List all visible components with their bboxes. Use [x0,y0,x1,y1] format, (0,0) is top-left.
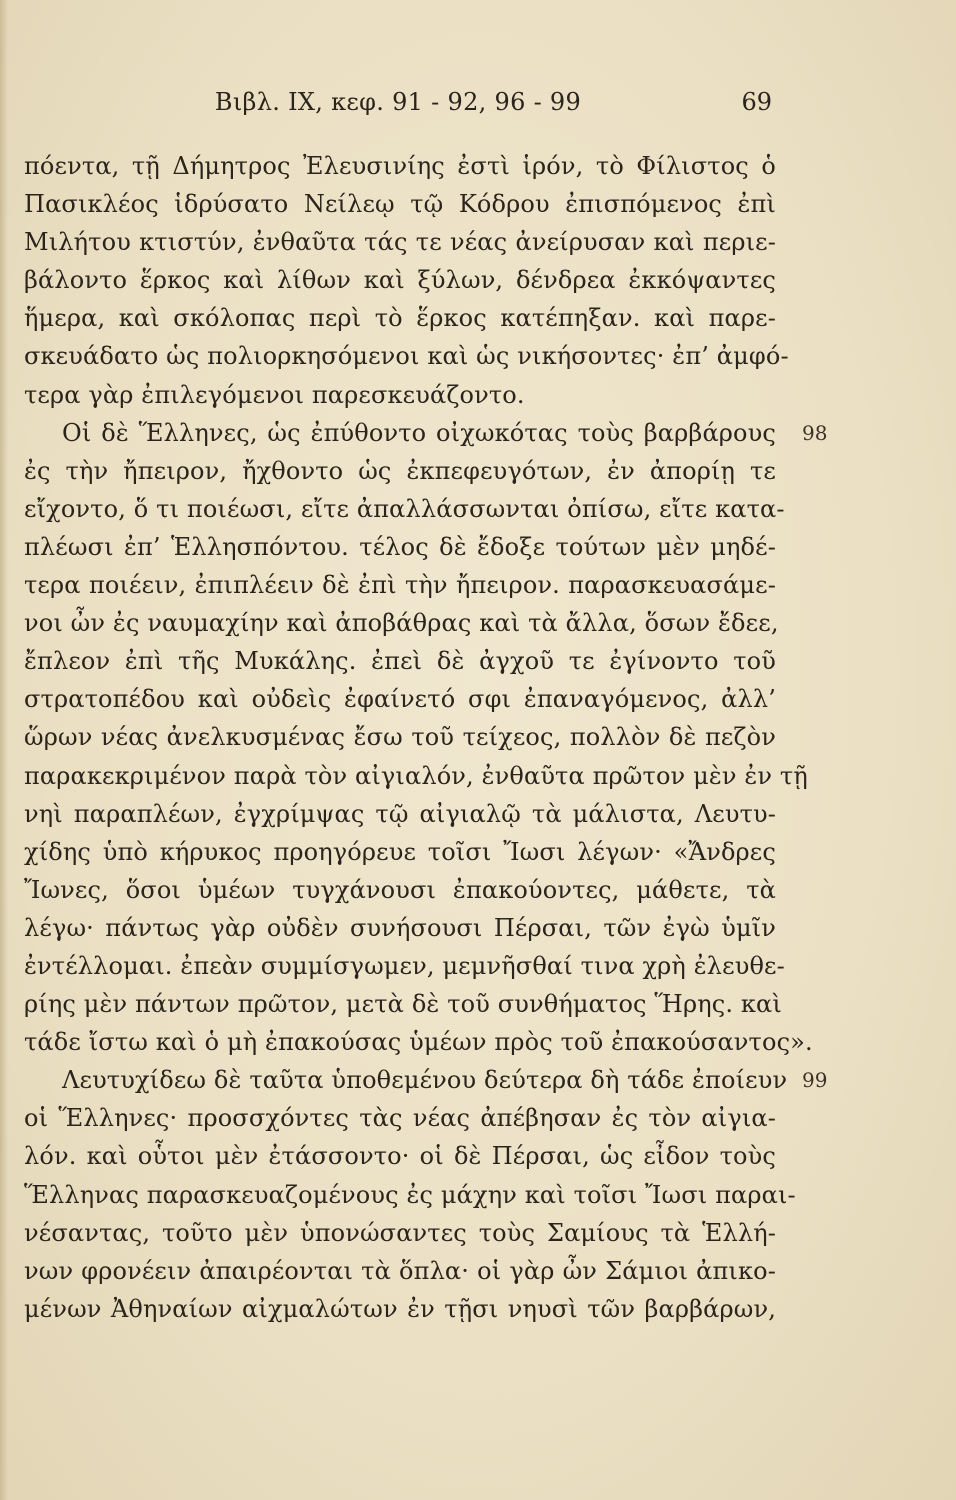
text-line: πόεντα, τῇ Δήμητρος Ἐλευσινίης ἐστὶ ἱρόν, τὸ Φίλιστος ὁ [24,152,776,180]
text-line: μένων Ἀθηναίων αἰχμαλώτων ἐν τῇσι νηυσὶ τῶν βαρβάρων, [24,1294,776,1323]
text-line: νοι ὦν ἐς ναυμαχίην καὶ ἀποβάθρας καὶ τὰ ἄλλα, ὅσων ἔδεε, [24,609,779,638]
page-header [24,88,772,124]
text-line: λέγω· πάντως γὰρ οὐδὲν συνήσουσι Πέρσαι, τῶν ἐγὼ ὑμῖν [24,913,776,942]
text-line: νέσαντας, τοῦτο μὲν ὑπονώσαντες τοὺς Σαμίους τὰ Ἑλλή- [24,1218,776,1247]
chapter-margin-number: 99 [802,1068,828,1093]
text-line: τάδε ἴστω καὶ ὁ μὴ ἐπακούσας ὑμέων πρὸς τοῦ ἐπακούσαντος». [24,1028,813,1057]
text-line: πλέωσι ἐπ’ Ἑλλησπόντου. τέλος δὲ ἔδοξε τούτων μὲν μηδέ- [24,532,776,561]
text-line: Οἱ δὲ Ἕλληνες, ὡς ἐπύθοντο οἰχωκότας τοὺς βαρβάρους [62,418,776,447]
text-line: παρακεκριμένον παρὰ τὸν αἰγιαλόν, ἐνθαῦτα πρῶτον μὲν ἐν τῇ [24,761,808,790]
text-line: τερα γὰρ ἐπιλεγόμενοι παρεσκευάζοντο. [24,380,525,409]
text-line: Πασικλέος ἱδρύσατο Νείλεῳ τῷ Κόδρου ἐπισπόμενος ἐπὶ [24,190,776,219]
text-line: Λευτυχίδεω δὲ ταῦτα ὑποθεμένου δεύτερα δὴ τάδε ἐποίευν [62,1066,788,1095]
text-line: βάλοντο ἕρκος καὶ λίθων καὶ ξύλων, δένδρεα ἐκκόψαντες [24,266,776,295]
chapter-margin-number: 98 [802,420,828,445]
text-line: Μιλήτου κτιστύν, ἐνθαῦτα τάς τε νέας ἀνείρυσαν καὶ περιε- [24,228,776,257]
text-line: οἱ Ἕλληνες· προσσχόντες τὰς νέας ἀπέβησαν ἐς τὸν αἰγια- [24,1104,776,1133]
text-line: ἥμερα, καὶ σκόλοπας περὶ τὸ ἕρκος κατέπηξαν. καὶ παρε- [24,304,776,333]
page-edge-shadow [0,0,8,1500]
text-line: Ἕλληνας παρασκευαζομένους ἐς μάχην καὶ τοῖσι Ἴωσι παραι- [24,1180,796,1209]
text-line: λόν. καὶ οὗτοι μὲν ἐτάσσοντο· οἱ δὲ Πέρσαι, ὡς εἶδον τοὺς [24,1142,776,1171]
text-line: νων φρονέειν ἀπαιρέονται τὰ ὅπλα· οἱ γὰρ ὦν Σάμιοι ἀπικο- [24,1256,776,1285]
text-line: ἐς τὴν ἤπειρον, ἤχθοντο ὡς ἐκπεφευγότων, ἐν ἀπορίῃ τε [24,456,776,485]
text-line: ρίης μὲν πάντων πρῶτον, μετὰ δὲ τοῦ συνθήματος Ἥρης. καὶ [24,990,782,1019]
text-line: ἐντέλλομαι. ἐπεὰν συμμίσγωμεν, μεμνῆσθαί τινα χρὴ ἐλευθε- [24,951,785,980]
text-line: Ἴωνες, ὅσοι ὑμέων τυγχάνουσι ἐπακούοντες, μάθετε, τὰ [24,875,776,904]
text-line: στρατοπέδου καὶ οὐδεὶς ἐφαίνετό σφι ἐπαναγόμενος, ἀλλ’ [24,685,776,714]
text-line: ὥρων νέας ἀνελκυσμένας ἔσω τοῦ τείχεος, πολλὸν δὲ πεζὸν [24,723,776,752]
text-body [24,147,828,1328]
text-line: σκευάδατο ὡς πολιορκησόμενοι καὶ ὡς νικήσοντες· ἐπ’ ἀμφό- [24,342,789,371]
page-number: 69 [741,88,772,116]
running-head: Βιβλ. ΙΧ, κεφ. 91 - 92, 96 - 99 [214,88,582,116]
text-line: νηὶ παραπλέων, ἐγχρίμψας τῷ αἰγιαλῷ τὰ μάλιστα, Λευτυ- [24,799,776,828]
text-line: εἴχοντο, ὅ τι ποιέωσι, εἴτε ἀπαλλάσσωνται ὀπίσω, εἴτε κατα- [24,494,785,523]
text-line: χίδης ὑπὸ κήρυκος προηγόρευε τοῖσι Ἴωσι λέγων· «Ἄνδρες [24,837,776,866]
text-line: τερα ποιέειν, ἐπιπλέειν δὲ ἐπὶ τὴν ἤπειρον. παρασκευασάμε- [24,571,776,600]
text-line: ἔπλεον ἐπὶ τῆς Μυκάλης. ἐπεὶ δὲ ἀγχοῦ τε ἐγίνοντο τοῦ [24,647,776,676]
